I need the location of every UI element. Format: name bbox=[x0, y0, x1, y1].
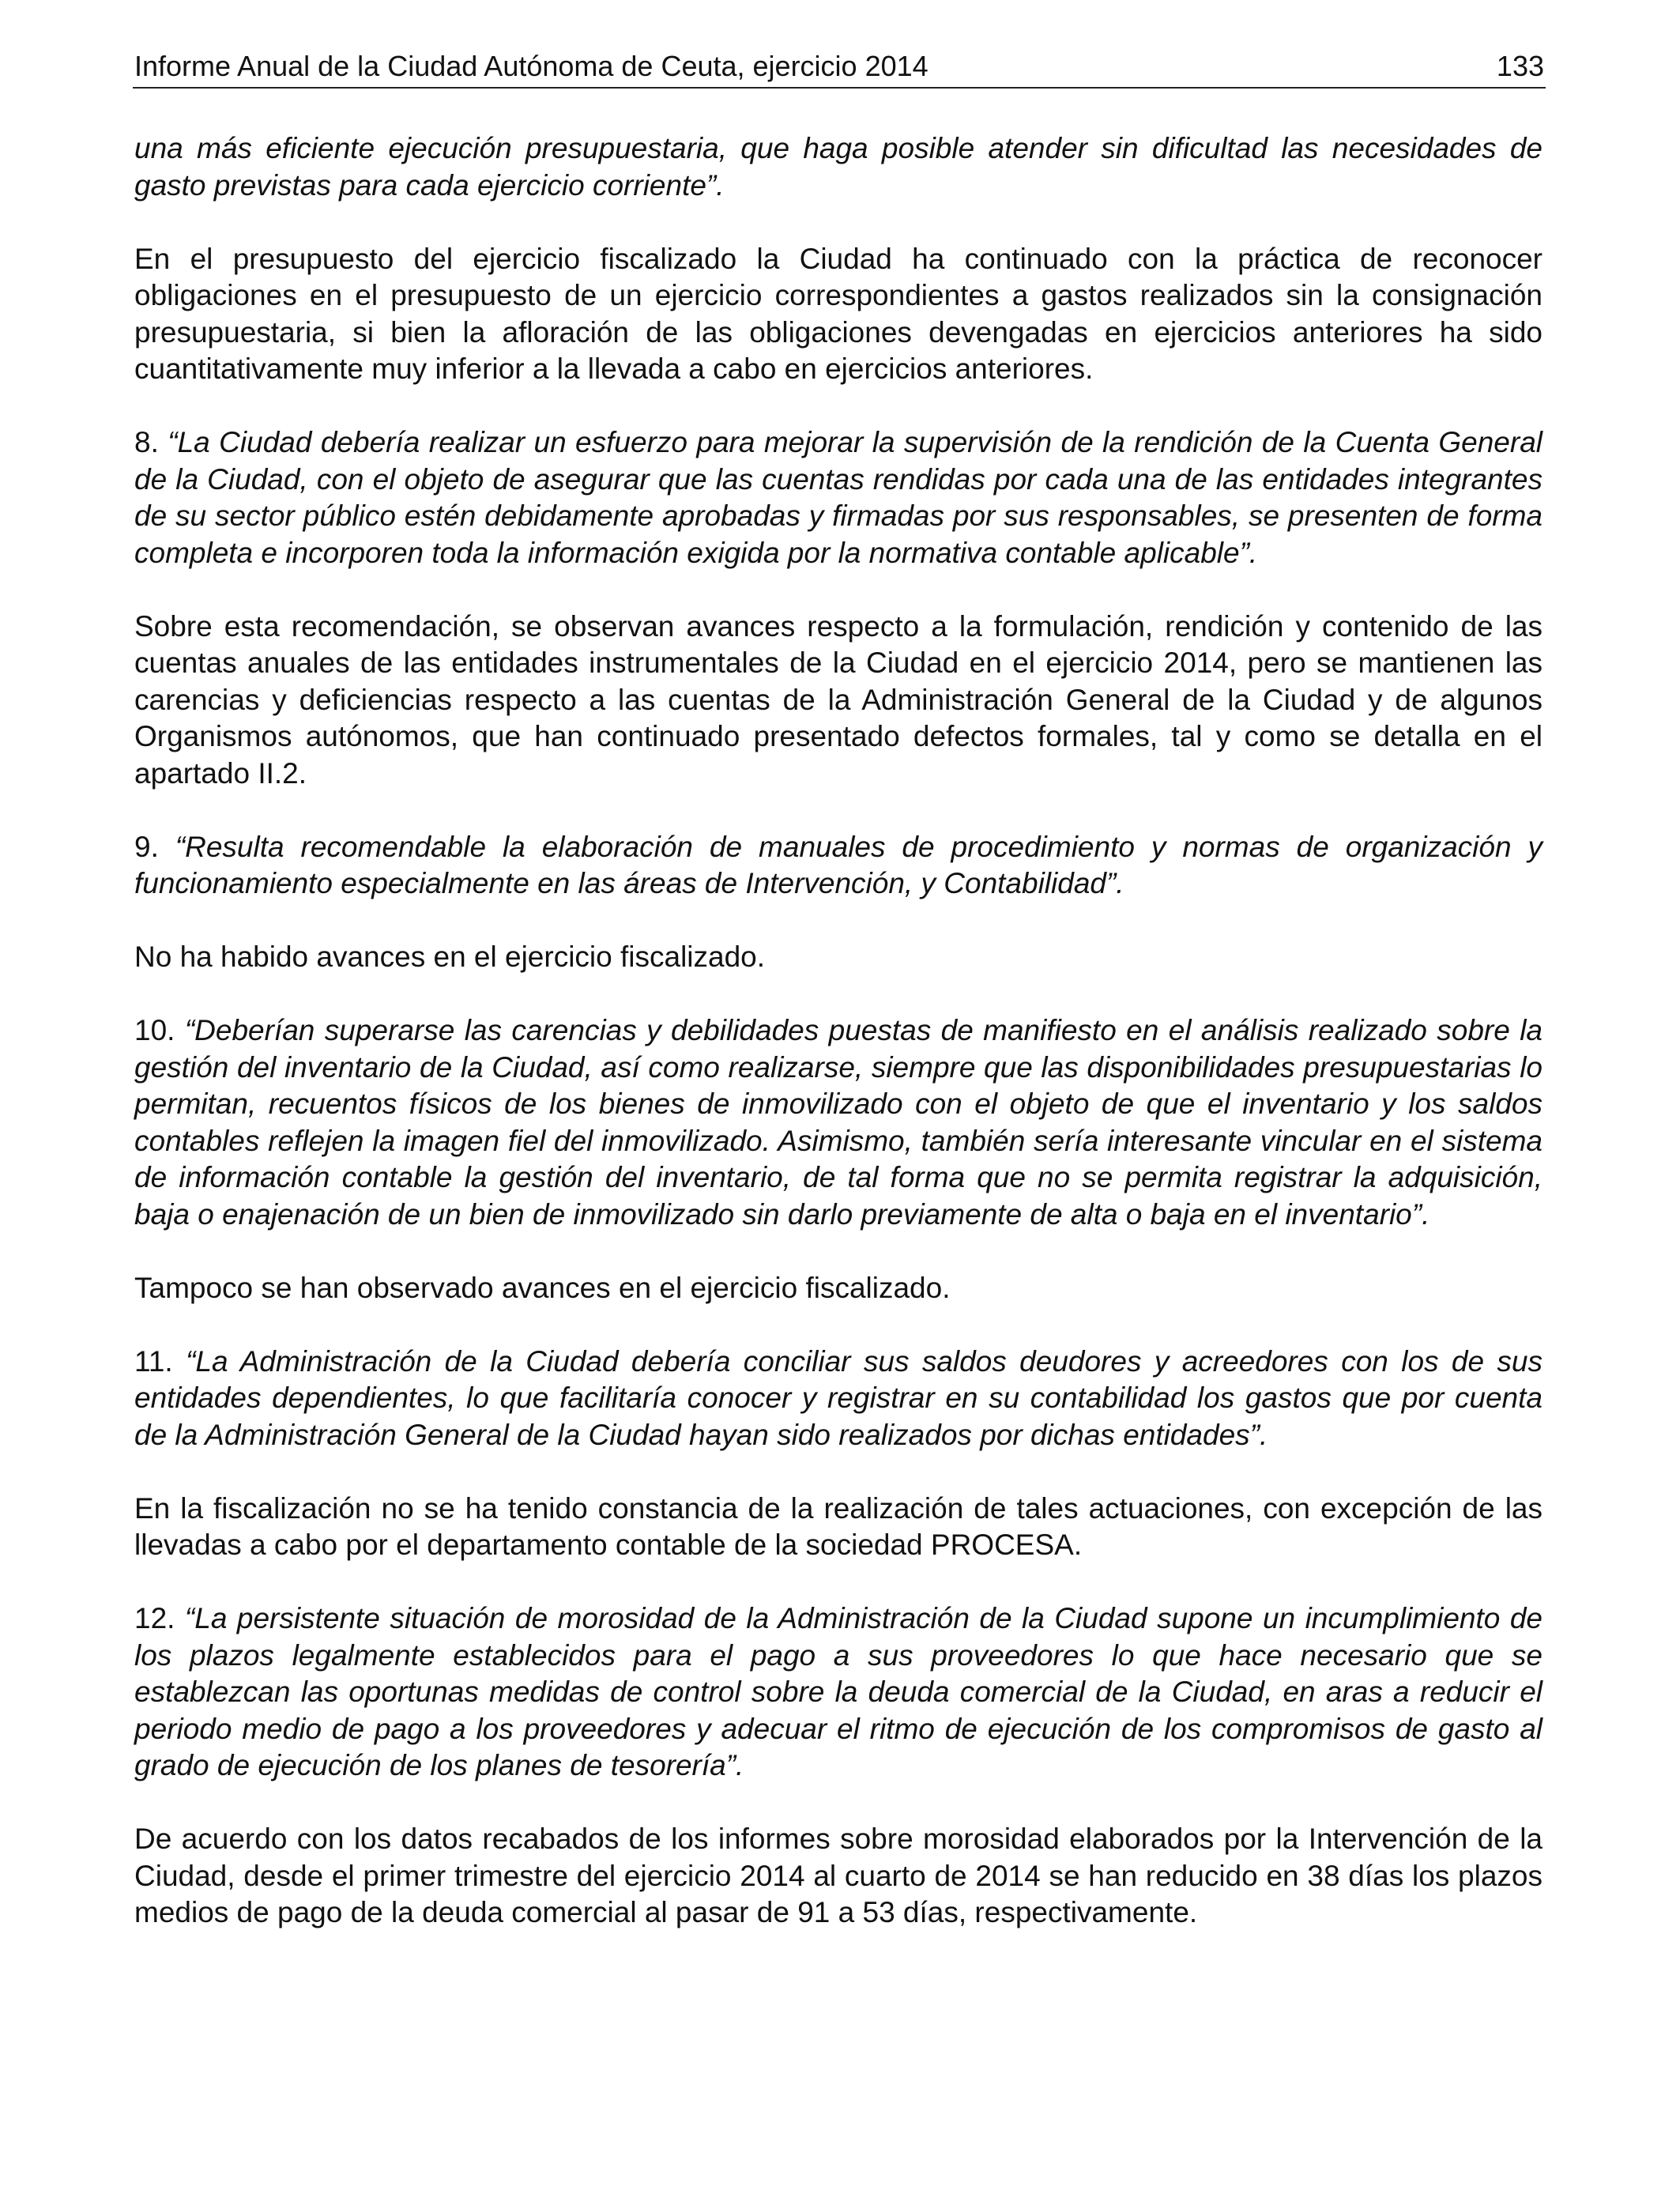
recommendation-quote: “Resulta recomendable la elaboración de manuales de procedimiento y normas de organización y funcionamiento especialmente en las áreas de Intervención, y Contabilidad”. bbox=[134, 830, 1543, 899]
paragraph-response-12: De acuerdo con los datos recabados de los informes sobre morosidad elaborados por la Intervención de la Ciudad, desde el primer trimestre del ejercicio 2014 al cuarto de 2014 se han reducido en 38 días los plazos medios de pago de la deuda comercial al pasar de 91 a 53 días, respectivamente. bbox=[134, 1823, 1543, 1928]
recommendation-number: 8. bbox=[134, 426, 159, 458]
paragraph-response-11: En la fiscalización no se ha tenido constancia de la realización de tales actuaciones, con excepción de las llevadas a cabo por el departamento contable de la sociedad PROCESA. bbox=[134, 1491, 1543, 1561]
recommendation-quote: “La Ciudad debería realizar un esfuerzo para mejorar la supervisión de la rendición de la Cuenta General de la Ciudad, con el objeto de asegurar que las cuentas rendidas por cada una de las entidades integrantes de su sector público estén debidamente aprobadas y firmadas por sus responsables, se presenten de forma completa e incorporen toda la información exigida por la normativa contable aplicable”. bbox=[134, 426, 1543, 569]
page-header bbox=[133, 49, 1546, 89]
recommendation-quote: “Deberían superarse las carencias y debilidades puestas de manifiesto en el análisis realizado sobre la gestión del inventario de la Ciudad, así como realizarse, siempre que las disponibilidades presupuestarias lo permitan, recuentos físicos de los bienes de inmovilizado con el objeto de que el inventario y los saldos contables reflejen la imagen fiel del inmovilizado. Asimismo, también sería interesante vincular en el sistema de información contable la gestión del inventario, de tal forma que no se permita registrar la adquisición, baja o enajenación de un bien de inmovilizado sin darlo previamente de alta o baja en el inventario”. bbox=[134, 1014, 1543, 1231]
paragraph-response-9: No ha habido avances en el ejercicio fiscalizado. bbox=[134, 941, 766, 973]
paragraph-response-8: Sobre esta recomendación, se observan avances respecto a la formulación, rendición y contenido de las cuentas anuales de las entidades instrumentales de la Ciudad en el ejercicio 2014, pero se mantienen las carencias y deficiencias respecto a las cuentas de la Administración General de la Ciudad y de algunos Organismos autónomos, que han continuado presentado defectos formales, tal y como se detalla en el apartado II.2. bbox=[134, 609, 1543, 790]
paragraph-budget-obligations: En el presupuesto del ejercicio fiscalizado la Ciudad ha continuado con la práctica de reconocer obligaciones en el presupuesto de un ejercicio correspondientes a gastos realizados sin la consignación presupuestaria, si bien la afloración de las obligaciones devengadas en ejercicios anteriores ha sido cuantitativamente muy inferior a la llevada a cabo en ejercicios anteriores. bbox=[134, 242, 1543, 385]
recommendation-8 bbox=[134, 424, 1543, 571]
recommendation-11 bbox=[134, 1344, 1543, 1454]
recommendation-number: 12. bbox=[134, 1602, 175, 1634]
recommendation-quote: “La persistente situación de morosidad de la Administración de la Ciudad supone un incumplimiento de los plazos legalmente establecidos para el pago a sus proveedores lo que hace necesario que se establezcan las oportunas medidas de control sobre la deuda comercial de la Ciudad, en aras a reducir el periodo medio de pago a los proveedores y adecuar el ritmo de ejecución de los compromisos de gasto al grado de ejecución de los planes de tesorería”. bbox=[134, 1602, 1543, 1781]
recommendation-number: 10. bbox=[134, 1014, 175, 1046]
recommendation-9 bbox=[134, 829, 1543, 903]
paragraph-continuation: una más eficiente ejecución presupuestaria, que haga posible atender sin dificultad las necesidades de gasto previstas para cada ejercicio corriente”. bbox=[134, 132, 1543, 202]
page-number: 133 bbox=[1496, 50, 1544, 82]
recommendation-10 bbox=[134, 1012, 1543, 1233]
recommendation-number: 9. bbox=[134, 830, 159, 863]
recommendation-12 bbox=[134, 1600, 1543, 1785]
recommendation-quote: “La Administración de la Ciudad debería conciliar sus saldos deudores y acreedores con los de sus entidades dependientes, lo que facilitaría conocer y registrar en su contabilidad los gastos que por cuenta de la Administración General de la Ciudad hayan sido realizados por dichas entidades”. bbox=[134, 1344, 1543, 1451]
header-title: Informe Anual de la Ciudad Autónoma de Ceuta, ejercicio 2014 bbox=[134, 50, 929, 82]
paragraph-response-10: Tampoco se han observado avances en el ejercicio fiscalizado. bbox=[134, 1271, 951, 1304]
body-text bbox=[134, 130, 1543, 1968]
recommendation-number: 11. bbox=[134, 1344, 173, 1378]
